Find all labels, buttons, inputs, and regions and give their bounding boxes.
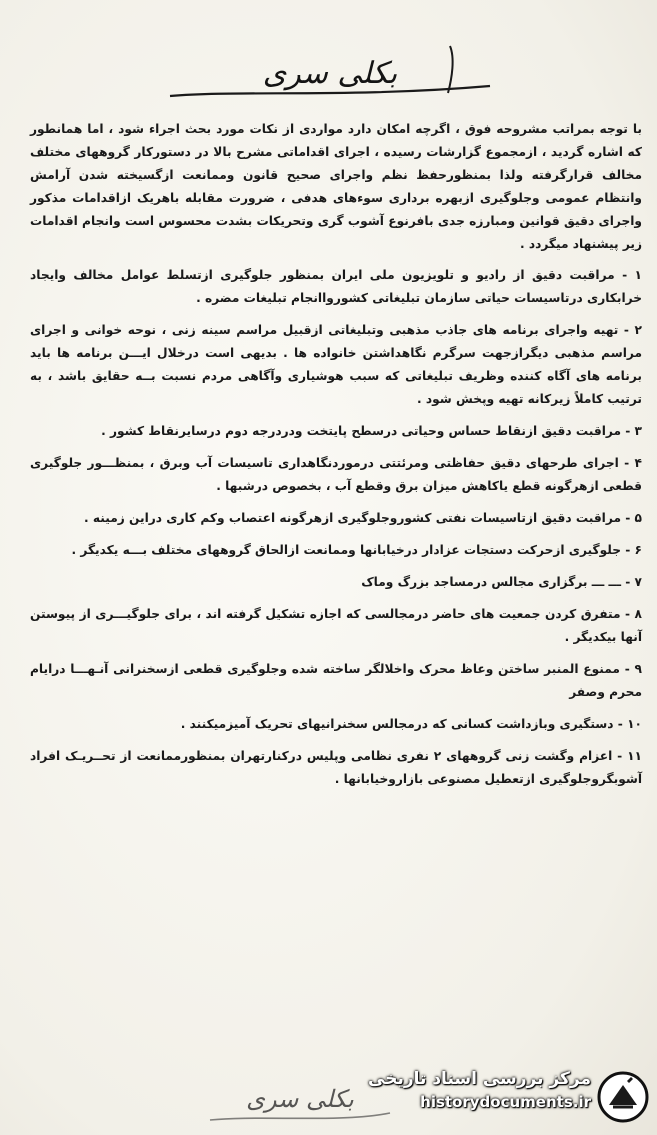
heading-text: بکلی سری	[262, 56, 398, 91]
watermark	[367, 1067, 649, 1127]
document-body	[30, 118, 642, 800]
watermark-url: historydocuments.ir	[420, 1093, 591, 1111]
list-item-4: ۴ - اجرای طرحهای دقیق حفاظتی ومرئتتی درموردنگاهداری تاسیسات آب وبرق ، بمنظـــور جلوگیری قطعی ازهرگونه قطع یاکاهش میزان برق وقطع آب ، بخصوص درشبها .	[30, 456, 642, 493]
list-item-11: ۱۱ - اعزام وگشت زنی گروههای ۲ نفری نظامی وپلیس درکنارتهران بمنظورممانعت از تحــریـک افراد آشوبگروجلوگیری ازتعطیل مصنوعی بازاروخیابانها .	[30, 749, 642, 786]
list-item-10: ۱۰ - دستگیری وبازداشت کسانی که درمجالس سخنرانیهای تحریک آمیزمیکنند .	[180, 717, 642, 731]
list-item-1: ۱ - مراقبت دقیق از رادیو و تلویزیون ملی ایران بمنظور جلوگیری ازتسلط عوامل مخالف وایجاد خرابکاری درتاسیسات حیاتی سازمان تبلیغاتی کشورواانجام تبلیغات مضره .	[30, 268, 642, 305]
book-quill-icon	[597, 1071, 649, 1123]
list-item-8: ۸ - متفرق کردن جمعیت های حاضر درمجالسی که اجازه تشکیل گرفته اند ، برای جلوگیـــری از پیوستن آنها بیکدیگر .	[30, 607, 642, 644]
footer-stamp-text: بکلی سری	[246, 1085, 354, 1113]
classification-heading	[150, 38, 510, 108]
intro-paragraph: با توجه بمراتب مشروحه فوق ، اگرچه امکان دارد مواردی از نکات مورد بحث اجراء شود ، اما همانطور که اشاره گردید ، ازمجموع گزارشات رسیده ، اجرای اقداماتی مشرح بالا در دستورکار گروههای مختلف مخالف قرارگرفته ولذا بمنظورحفظ نظم واجرای صحیح قانون وممانعت ازگسیخته شدن آرامش وانتظام عمومی وجلوگیری ازبهره برداری سوءهای هدفی ، ضرورت مقابله باهریک ازاقدامات مذکور واجرای دقیق قوانین ومبارزه جدی بافرنوع آشوب گری وتحریکات بشدت محسوس است وانجام اقدامات زیر پیشنهاد میگردد .	[30, 122, 642, 251]
list-item-5: ۵ - مراقبت دقیق ازتاسیسات نفتی کشوروجلوگیری ازهرگونه اعتصاب وکم کاری دراین زمینه .	[84, 511, 642, 525]
watermark-name: مرکز بررسی اسناد تاریخی	[368, 1069, 591, 1089]
watermark-text	[361, 1067, 591, 1113]
list-item-3: ۳ - مراقبت دقیق ازنقاط حساس وحیاتی درسطح پایتخت ودردرجه دوم درسایرنقاط کشور .	[101, 424, 642, 438]
list-item-2: ۲ - تهیه واجرای برنامه های جاذب مذهبی وتبلیغاتی ازقبیل مراسم سینه زنی ، نوحه خوانی و اجرای مراسم مذهبی دیگرازجهت سرگرم نگاهداشتن خانواده ها . بدیهی است درخلال ایـــن برنامه ها باید برنامه های آگاه کننده وظریف تبلیغاتی که سبب هوشیاری وآگاهی مردم نسبت بــه حقایق باشد ، به ترتیب کاملاً زیرکانه تهیه وپخش شود .	[30, 323, 642, 406]
list-item-6: ۶ - جلوگیری ازحرکت دستجات عزادار درخیابانها وممانعت ازالحاق گروههای مختلف بـــه یکدیگر .	[71, 543, 642, 557]
list-item-9: ۹ - ممنوع المنبر ساختن وعاظ محرک واخلالگر ساخته شده وجلوگیری قطعی ازسخنرانی آنـهـــا درایام محرم وصفر	[30, 662, 642, 699]
list-item-7: ۷ - ـــ ـــ برگزاری مجالس درمساجد بزرگ وماک	[361, 575, 642, 589]
